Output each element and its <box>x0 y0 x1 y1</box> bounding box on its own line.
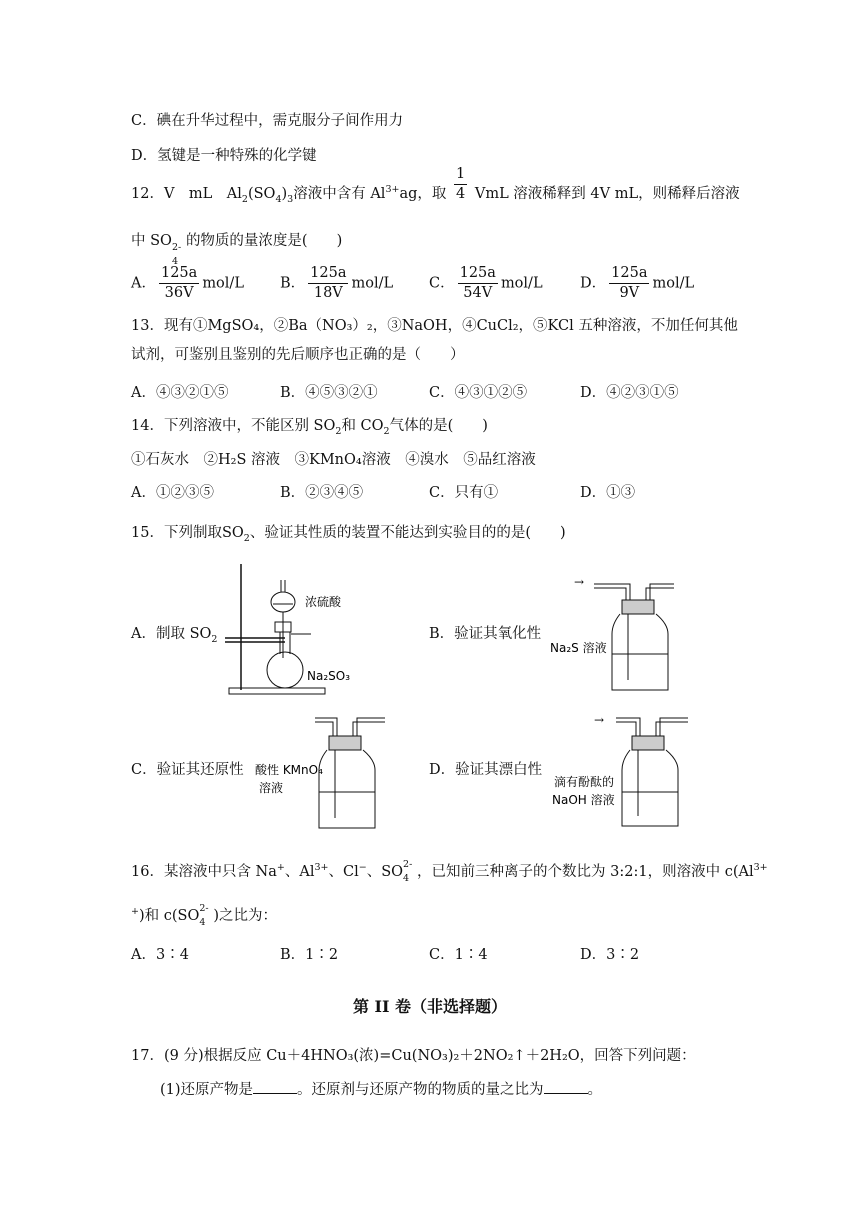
q16-text: )和 c( <box>138 908 178 924</box>
sulfate-ion: SO 2- 4 <box>177 903 209 928</box>
q12-text: 12．V mL Al <box>131 186 242 202</box>
q12-text: ag，取 <box>399 186 447 202</box>
label-solution: 溶液 <box>259 781 284 795</box>
q12-text: VmL 溶液稀释到 4V mL，则稀释后溶液 <box>474 186 740 202</box>
sup: 3+ <box>314 862 329 874</box>
label-naoh-solution: NaOH 溶液 <box>552 793 615 807</box>
q16-text: 16．某溶液中只含 Na <box>131 864 277 880</box>
q12-option-b: B． $\frac{125a}{18V}$ mol/L <box>280 265 394 301</box>
q13-stem-line1: 13．现有①MgSO₄，②Ba（NO₃）₂，③NaOH，④CuCl₂，⑤KCl 五种溶液，不加任何其他 <box>131 318 738 334</box>
arrow-icon: → <box>574 575 585 589</box>
q17-part1 <box>160 1080 602 1100</box>
apparatus-d-naoh-bottle <box>548 712 698 832</box>
arrow-icon: → <box>594 713 605 727</box>
q13-option-a: A．④③②①⑤ <box>131 385 229 401</box>
q15-text: SO <box>221 525 244 541</box>
q12-text: 中 SO <box>131 233 172 249</box>
sup: + <box>276 862 285 874</box>
sup: + <box>131 906 139 918</box>
label-conc-sulfuric-acid: 浓硫酸 <box>305 595 342 609</box>
q17-text: (1)还原产物是 <box>160 1082 254 1098</box>
q16-text: 、Cl <box>328 864 359 880</box>
q17-text: 。还原剂与还原产物的物质的量之比为 <box>297 1082 544 1098</box>
q15-option-a: A．制取 $SO_2$ <box>131 626 218 645</box>
q14-text: 14．下列溶液中，不能区别 SO <box>131 418 336 434</box>
q12-option-a: A． $\frac{125a}{36V}$ mol/L <box>131 265 244 301</box>
q14-option-c: C．只有① <box>429 485 499 501</box>
q17-text: 。 <box>587 1082 603 1098</box>
q16-text: )之比为： <box>213 908 278 924</box>
apparatus-a-so2-generator <box>225 562 365 698</box>
q11-option-c: C．碘在升华过程中，需克服分子间作用力 <box>131 113 404 129</box>
q16-option-d: D．3∶2 <box>580 947 640 963</box>
sub: 4 <box>275 193 282 205</box>
q16-text: 、 <box>366 864 382 880</box>
answer-blank[interactable] <box>544 1081 588 1094</box>
q12-text: 的物质的量浓度是( ) <box>185 233 343 249</box>
q14-option-d: D．①③ <box>580 485 636 501</box>
q16-text: 、Al <box>284 864 315 880</box>
q16-option-c: C．1∶4 <box>429 947 488 963</box>
q12-stem-line1 <box>131 165 740 205</box>
q12-stem-line2: 中 SO 2- 4 的物质的量浓度是( ) <box>131 233 343 267</box>
q14-option-a: A．①②③⑤ <box>131 485 214 501</box>
q14-stem <box>131 416 488 436</box>
q14-text: 气体的是( ) <box>389 418 488 434</box>
q12-option-c: C． $\frac{125a}{54V}$ mol/L <box>429 265 543 301</box>
q16-option-a: A．3∶4 <box>131 947 189 963</box>
label-na2so3: Na₂SO₃ <box>307 669 351 683</box>
q13-stem-line2: 试剂，可鉴别且鉴别的先后顺序也正确的是（ ） <box>131 347 465 363</box>
fraction-one-quarter: $\frac{1}{4}$ <box>456 165 466 202</box>
q12-text: (SO <box>247 186 276 202</box>
apparatus-b-na2s-bottle <box>548 572 688 696</box>
sub: 2 <box>241 193 248 205</box>
label-acidic-kmno4: 酸性 KMnO₄ <box>255 763 323 777</box>
q17-stem: 17．(9 分)根据反应 Cu＋4HNO₃(浓)=Cu(NO₃)₂＋2NO₂↑＋2H₂O，回答下列问题： <box>131 1048 696 1064</box>
sub: 2 <box>243 532 250 544</box>
q15-text: 、验证其性质的装置不能达到实验目的的是( ) <box>249 525 566 541</box>
q15-stem <box>131 523 566 543</box>
q16-text: ，已知前三种离子的个数比为 3:2:1，则溶液中 c(Al <box>417 864 754 880</box>
sub: 2 <box>335 425 342 437</box>
q16-stem-line1 <box>131 859 768 884</box>
sup: − <box>358 862 367 874</box>
sup: 3+ <box>385 184 400 196</box>
q12-option-d: D． $\frac{125a}{9V}$ mol/L <box>580 265 695 301</box>
q13-option-b: B．④⑤③②① <box>280 385 378 401</box>
apparatus-c-kmno4-bottle <box>255 712 415 832</box>
q14-option-b: B．②③④⑤ <box>280 485 364 501</box>
q16-option-b: B．1∶2 <box>280 947 339 963</box>
label-na2s-solution: Na₂S 溶液 <box>550 641 607 655</box>
q13-option-c: C．④③①②⑤ <box>429 385 528 401</box>
label-phenolphthalein: 滴有酚酞的 <box>554 775 615 789</box>
sub: 2 <box>383 425 390 437</box>
q14-substances: ①石灰水 ②H₂S 溶液 ③KMnO₄溶液 ④溴水 ⑤品红溶液 <box>131 452 536 468</box>
sup: 3+ <box>753 862 768 874</box>
q14-text: 和 CO <box>341 418 384 434</box>
sub: 3 <box>287 193 294 205</box>
q15-option-d: D．验证其漂白性 <box>429 762 543 778</box>
q12-text: 溶液中含有 Al <box>293 186 386 202</box>
q15-option-c: C．验证其还原性 <box>131 762 244 778</box>
section-title: 第 II 卷（非选择题） <box>352 997 508 1016</box>
q16-stem-line2 <box>131 903 278 928</box>
q15-text: 15．下列制取 <box>131 525 222 541</box>
sulfate-ion: SO 2- 4 <box>381 859 413 884</box>
q15-option-b: B．验证其氧化性 <box>429 626 542 642</box>
q11-option-d: D．氢键是一种特殊的化学键 <box>131 148 317 164</box>
q13-option-d: D．④②③①⑤ <box>580 385 679 401</box>
q12-text: ) <box>281 186 288 202</box>
answer-blank[interactable] <box>253 1081 297 1094</box>
